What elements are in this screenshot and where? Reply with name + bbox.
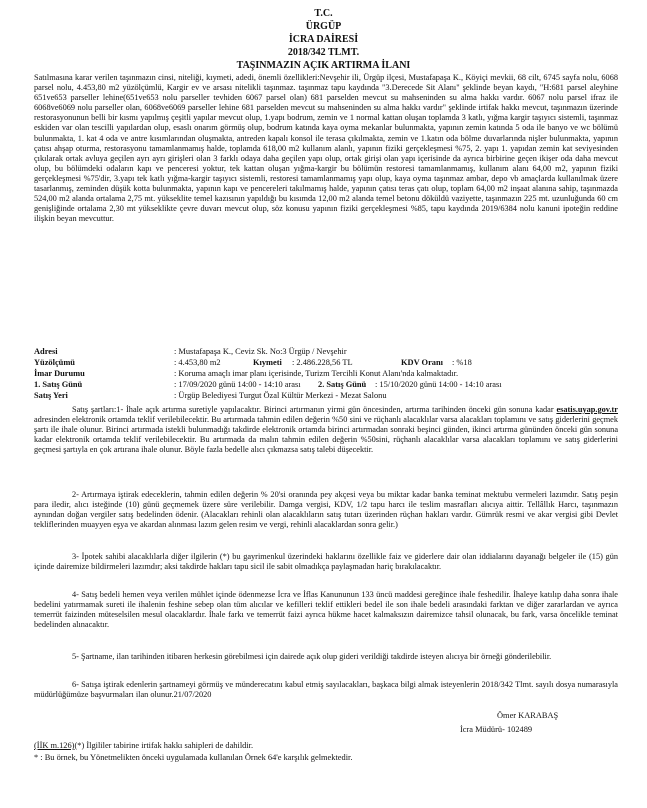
sale-dates-row (34, 379, 634, 390)
condition-1 (34, 405, 618, 455)
condition-3: 3- İpotek sahibi alacaklılarla diğer ilgilerin (*) bu gayrimenkul üzerindeki haklarını özellikle faiz ve giderlere dair olan iddialarını dayanağı belgeler ile (15) gün içinde dairemize bildirmeleri lazımdır; aksi takdirde hakları tapu sicil ile sabit olmadıkça paylaşmadan hariç bırakılacaktır. (34, 552, 618, 572)
condition-5: 5- Şartname, ilan tarihinden itibaren herkesin görebilmesi için dairede açık olup gideri verildiği takdirde isteyen alıcıya bir örneği gönderilebilir. (72, 652, 552, 661)
signatory-name: Ömer KARABAŞ (497, 711, 559, 720)
document-title: TAŞINMAZIN AÇIK ARTIRMA İLANI (236, 60, 411, 71)
first-sale-label: 1. Satış Günü (34, 380, 83, 389)
sale-place-row (34, 390, 634, 401)
area-value-row (34, 357, 634, 368)
header-tc: T.C. (314, 8, 333, 19)
second-sale-value: : 15/10/2020 günü 14:00 - 14:10 arası (375, 380, 502, 389)
address-value: : Mustafapaşa K., Ceviz Sk. No:3 Ürgüp / Nevşehir (174, 347, 347, 356)
area-label: Yüzölçümü (34, 358, 75, 367)
esatis-link[interactable]: esatis.uyap.gov.tr (556, 405, 618, 414)
property-description: Satılmasına karar verilen taşınmazın cinsi, niteliği, kıymeti, adedi, önemli özellikleri:Nevşehir ili, Ürgüp ilçesi, Mustafapaşa K., Köyiçi mevkii, 68 cilt, 6745 sayfa nolu, 6068 parsel nolu, 4.453,80 m2 yüzölçümlü, Kargir ev ve arsası nitelikli taşınmaz. taşınmaz tapu kaydında "3.Derecede Sit Alanı" şeklinde beyan kaydı, "H:681 parsel aleyhine 651ve653 parseller lehine(651ve653 nolu parseller tevhiden 6067 parsel olan) 681 parselden mevcut su mahseninden su alma hakkı vardır. 6067 nolu parsel ifraz ile 6068ve6069 nolu parseller olan, 6068ve6069 parseller lehine 681 parselden mevcut su mahseninden su alma hakkı vardır" şeklinde irtifak hakkı mevcut, taşınmazın üzerinde restorasyonunun belli bir kısmı yapılmış çeşitli yapılar mevcut olup, 1.yapı bodrum, zemin ve 1 normal kattan oluşan toplamda 3 katlı, yığma kargir taşıyıcı sistemli, taşınmaz eskiden var olan tescilli yapılardan olup, esaslı onarım görmüş olup, bodrum katında kaya oyma mekanlar bulunmakta, yapının zemin katında 5 oda ile banyo ve wc bölümü bulunmakta, 1. kat 4 oda ve antre kısımlarından oluşmakta, antreden kapalı konsol ile terasa çıkılmakta, zemin ve 1.katın oda bölme duvarlarında nişler bulunmakta, yapının çatısı ahşap oturma, restorasyonu tamamlanmamış halde, toplamda 618,00 m2 kullanım alanlı, yapının fiziki gerçekleşmesi %75, 2. yapı 1. yapıdan zemin kat seviyesinden çıkılarak ortak avluya geçilen ayrı ayrı girişleri olan 3 farklı odaya daha geçilen yapı olup, ortak girişi olan yapı içerisinde da ayrıca birbirine geçen ikişer oda daha mevcut olup, bu bölümdeki odaların kapı ve penceresi yoktur, tek kattan oluşan yığma-kargir bu bölümün restoresi tamamlanmamış, kullanım alanı 64,00 m2, yapının fiziki gerçekleşmesi %75'dir, 3.yapı tek katlı yığma-kargir taşıyıcı sistemli, restoresi tamamlanmamış yapı olup, kaya oyma taşınmaz ambar, depo vb amaçlarda kullanılmak üzere tasarlanmış, zeminden düşük kotta bulunmakta, yapının kapı ve pencereleri takılmamış halde, yapının çatısı teras çatı olup, toplam 64,00 m2 inşaat alanına sahip, taşınmazda 524,00 m2 alanda ortalama 2,75 mt. yükseklite temel kazısının yapıldığı bu kısımda 12,00 m2 alanda temel betonu döküldü vaziyette, taşınmazın 225 mt. uzunluğunda 60 cm genişliğinde ortalama 2,30 mt yükseklikte çevre duvarı mevcut olup, söz konusu yapının fiziki gerçekleşmesi %85, tapu kaydında 2019/6384 nolu kanuni ipoteğin reddine ilişkin beyan mevcuttur. (34, 73, 618, 224)
signatory-title: İcra Müdürü- 102489 (460, 725, 533, 734)
header-city: ÜRGÜP (305, 21, 342, 32)
footnote-1-code: (İİK m.126) (34, 741, 75, 750)
header-file-number: 2018/342 TLMT. (287, 47, 360, 58)
condition-1-text-a: Satış şartları:1- İhale açık artırma suretiyle yapılacaktır. Birinci artırmanın yirmi gün öncesinden, artırma tarihinden önceki gün sonuna kadar (72, 405, 557, 414)
condition-6: 6- Satışa iştirak edenlerin şartnameyi görmüş ve münderecatını kabul etmiş sayılacakları, başkaca bilgi almak isteyenlerin 2018/342 Tlmt. sayılı dosya numarasıyla müdürlüğümüze başvurmaları ilan olunur.21/07/2020 (34, 680, 618, 700)
footnote-1 (34, 740, 634, 751)
second-sale-label: 2. Satış Günü (318, 380, 367, 389)
sale-place-label: Satış Yeri (34, 391, 68, 400)
area-value: : 4.453,80 m2 (174, 358, 221, 367)
address-label: Adresi (34, 347, 58, 356)
header-office: İCRA DAİRESİ (288, 34, 359, 45)
footnote-2: * : Bu örnek, bu Yönetmelikten önceki uygulamada kullanılan Örnek 64'e karşılık gelmektedir. (34, 753, 353, 762)
zoning-value: : Koruma amaçlı imar planı içerisinde, Turizm Tercihli Konut Alanı'nda kalmaktadır. (174, 369, 459, 378)
first-sale-value: : 17/09/2020 günü 14:00 - 14:10 arası (174, 380, 301, 389)
condition-2: 2- Artırmaya iştirak edeceklerin, tahmin edilen değerin % 20'si oranında pey akçesi veya bu miktar kadar banka teminat mektubu vermeleri lazımdır. Satış peşin para iledir, alıcı isteğinde (10) günü geçmemek üzere süre verilebilir. Damga vergisi, KDV, 1/2 tapu harcı ile teslim masrafları alıcıya aittir. Tellâllık Harcı, taşınmazın aynından doğan vergiler satış bedelinden ödenir. (Alacakları rehinli olan alacaklıların satış tutarı üzerinden rüçhan hakları vardır. Gümrük resmi ve akar vergisi gibi Devlet tekliflerinden muayyen eşya ve akardan alınması lazım gelen resim ve vergi, rehinli alacaklardan sonra gelir.) (34, 490, 618, 530)
vat-label: KDV Oranı (401, 358, 443, 367)
vat-value: : %18 (452, 358, 472, 367)
condition-4: 4- Satış bedeli hemen veya verilen mühlet içinde ödenmezse İcra ve İflas Kanununun 133 üncü maddesi gereğince ihale feshedilir. İhaleye katılıp daha sonra ihale bedelini yatırmamak sureti ile ihalenin feshine sebep olan tüm alıcılar ve kefilleri teklif ettikleri bedel ile son ihale bedeli arasındaki farktan ve diğer zararlardan ve ayrıca temerrüt faizinden müteselsilen mesul olacaklardır. İhale farkı ve temerrüt faizi ayrıca hükme hacet kalmaksızın dairemizce tahsil olunacak, bu fark, varsa öncelikle teminat bedelinden alınacaktır. (34, 590, 618, 630)
condition-1-text-b: adresinden elektronik ortamda teklif verilebilecektir. Bu artırmada tahmin edilen değerin %50 sini ve rüçhanlı alacaklılar varsa alacakları toplamını ve satış giderlerini geçmek şartı ile ihale olunur. Birinci artırmada istekli bulunmadığı takdirde elektronik ortamda birinci artırmadan sonraki beşinci günden, ikinci artırma gününden önceki gün sonuna kadar elektronik ortamda teklif verilebilecektir. Bu artırmada da malın tahmin edilen değerin %50sini, rüçhanlı alacaklılar varsa alacakları toplamını ve satış giderlerini geçmesi şartıyla en çok artırana ihale olunur. Böyle fazla bedelle alıcı çıkmazsa satış talebi düşecektir. (34, 415, 618, 455)
value-amount: : 2.486.228,56 TL (292, 358, 353, 367)
address-row (34, 346, 634, 357)
value-label: Kıymeti (253, 358, 282, 367)
sale-place-value: : Ürgüp Belediyesi Turgut Özal Kültür Merkezi - Mezat Salonu (174, 391, 387, 400)
property-info-block (34, 346, 634, 401)
footnote-1-text: (*) İlgililer tabirine irtifak hakkı sahipleri de dahildir. (74, 741, 254, 750)
zoning-label: İmar Durumu (34, 369, 85, 378)
zoning-row (34, 368, 634, 379)
